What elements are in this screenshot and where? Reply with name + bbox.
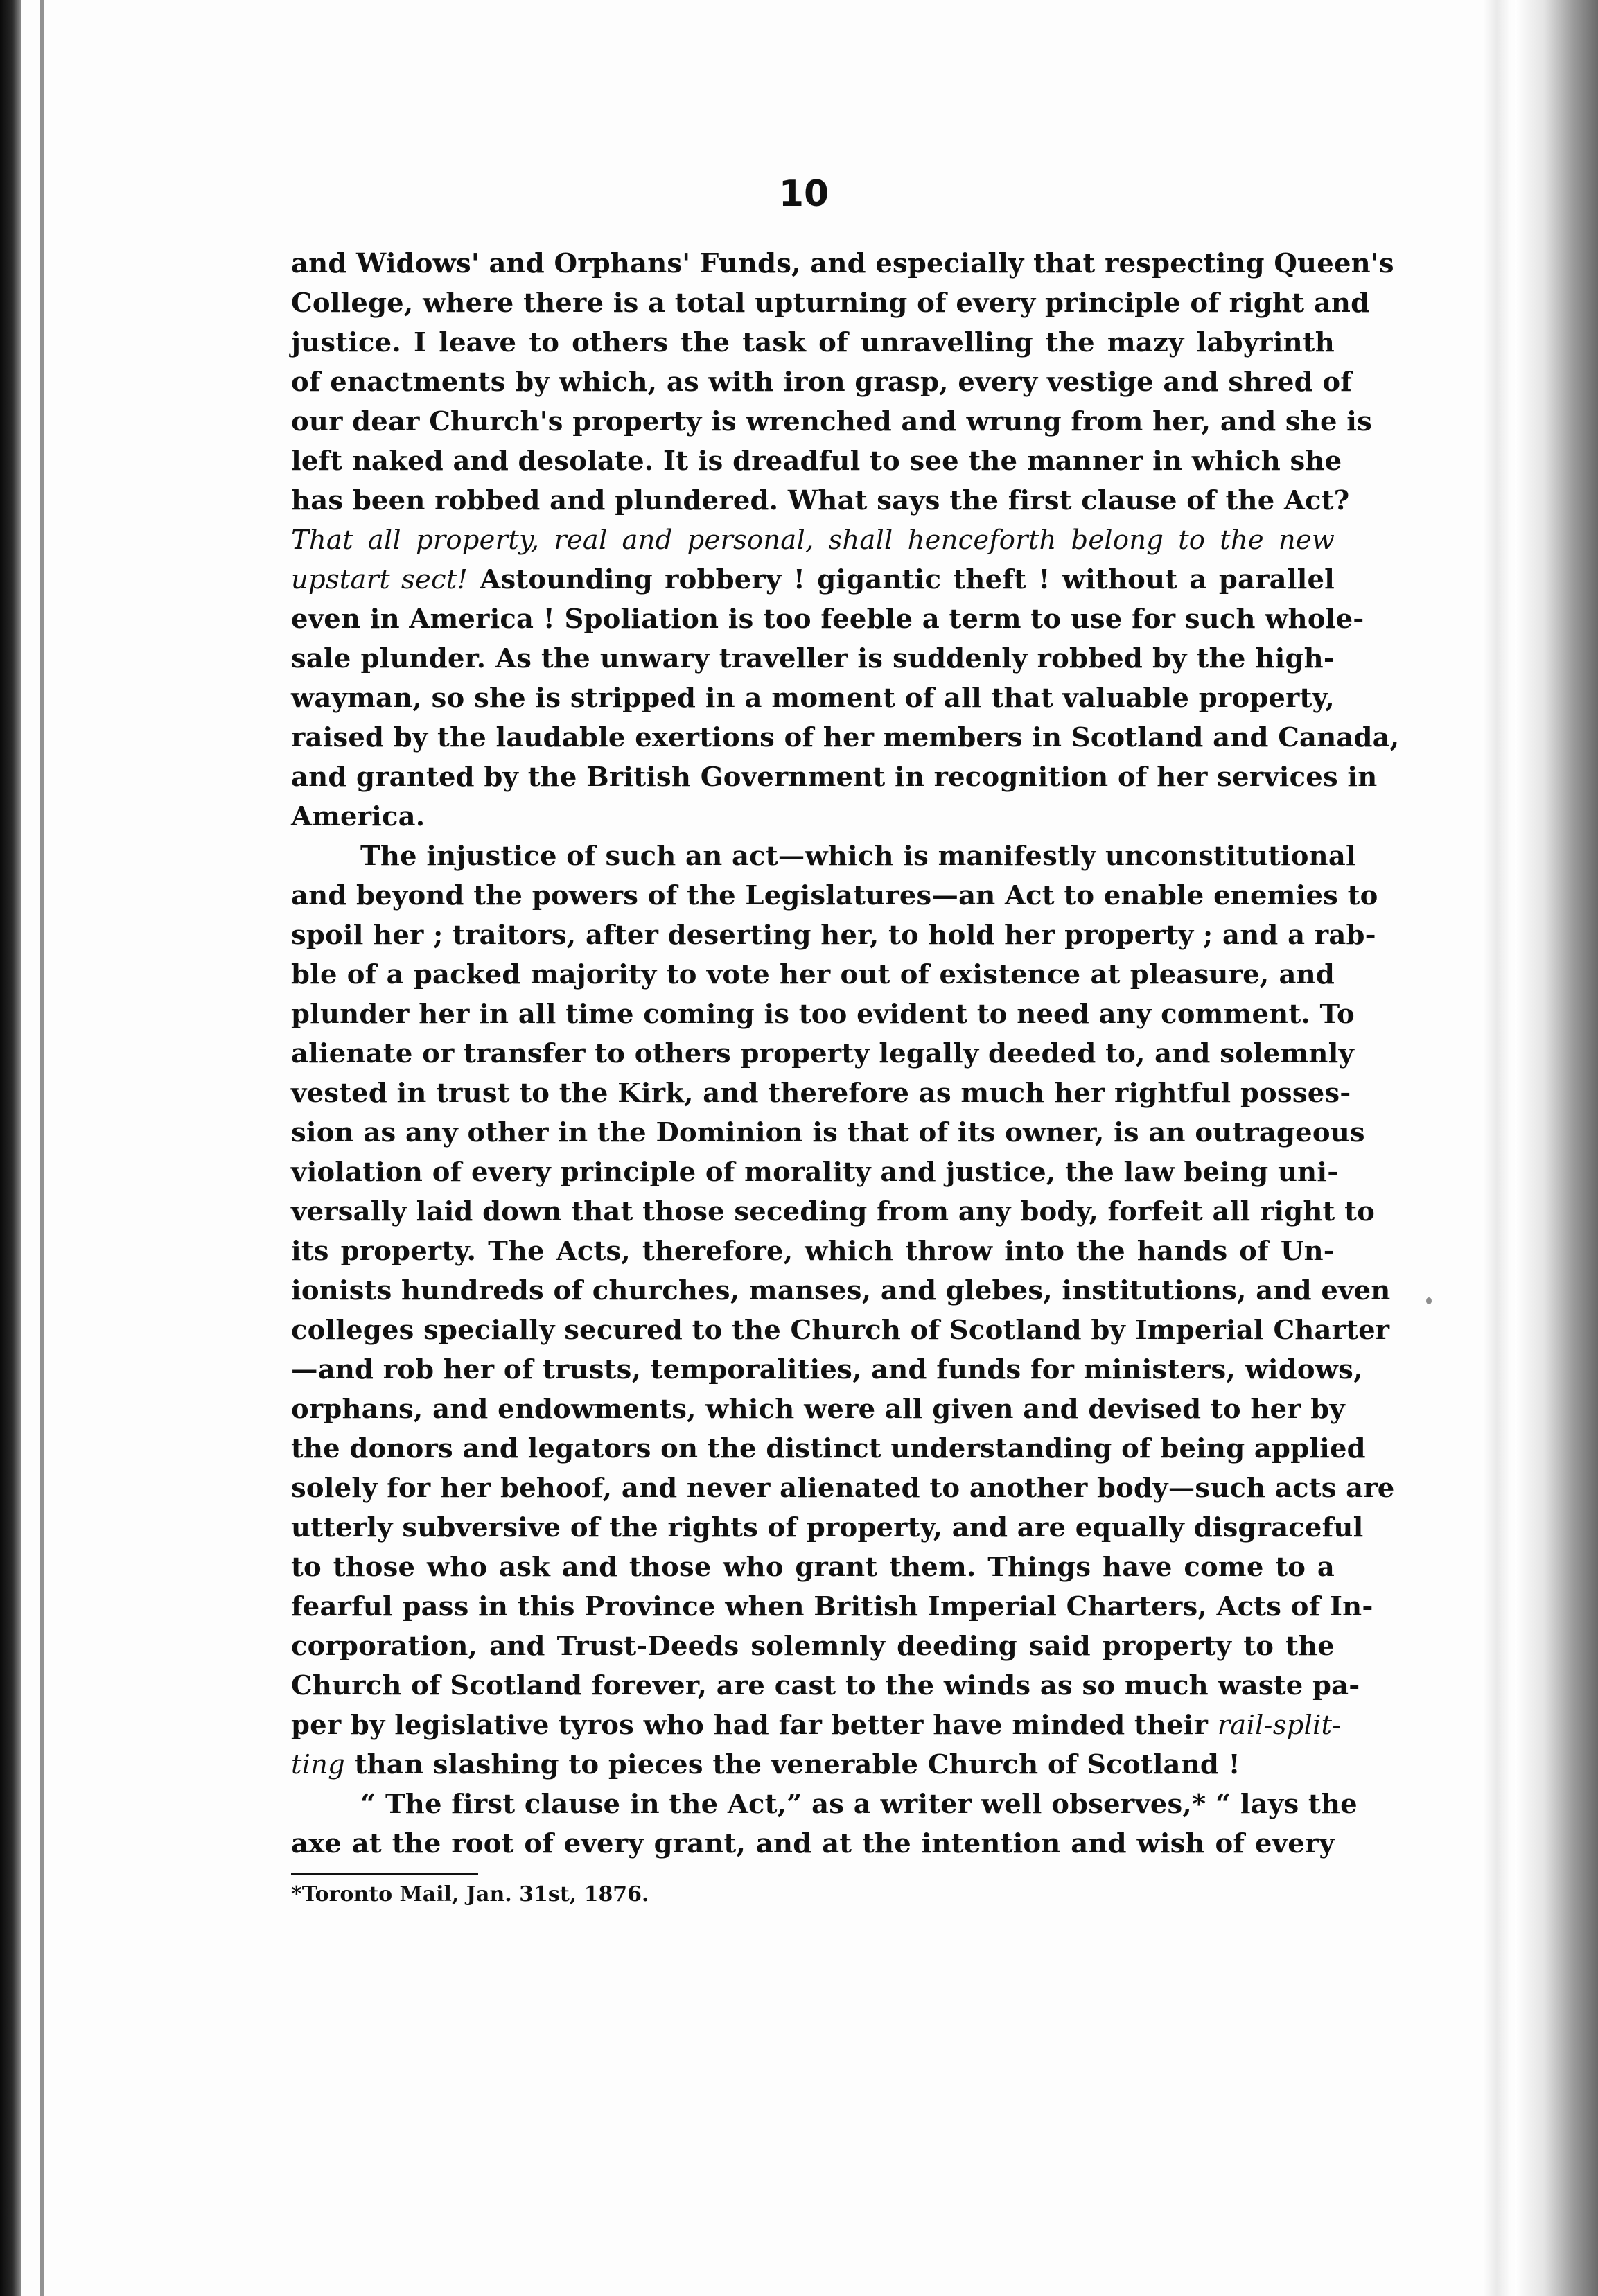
scan-left-border — [0, 0, 21, 2296]
text-line: even in America ! Spoliation is too feeble a term to use for such whole- — [291, 604, 1364, 635]
text-line: and beyond the powers of the Legislatures—an Act to enable enemies to — [291, 880, 1378, 911]
text-line: America. — [291, 801, 425, 832]
text-line: plunder her in all time coming is too evident to need any comment. To — [291, 999, 1355, 1030]
text-line: upstart sect! Astounding robbery ! gigantic theft ! without a parallel — [291, 564, 1335, 595]
text-line: College, where there is a total upturning of every principle of right and — [291, 288, 1370, 319]
text-line: That all property, real and personal, shall henceforth belong to the new — [291, 525, 1335, 556]
body-text — [291, 244, 1400, 1864]
text-line: violation of every principle of morality and justice, the law being uni- — [291, 1157, 1339, 1188]
text-line: its property. The Acts, therefore, which throw into the hands of Un- — [291, 1236, 1335, 1267]
text-line: sale plunder. As the unwary traveller is suddenly robbed by the high- — [291, 643, 1335, 674]
text-line: the donors and legators on the distinct understanding of being applied — [291, 1433, 1366, 1464]
footnote-rule — [291, 1873, 478, 1875]
text-line: solely for her behoof, and never alienated to another body—such acts are — [291, 1473, 1395, 1504]
text-line: utterly subversive of the rights of property, and are equally disgraceful — [291, 1512, 1364, 1543]
text-line: orphans, and endowments, which were all given and devised to her by — [291, 1394, 1345, 1425]
scan-speck — [1426, 1297, 1432, 1304]
text-line: spoil her ; traitors, after deserting her, to hold her property ; and a rab- — [291, 920, 1376, 951]
text-line: sion as any other in the Dominion is that of its owner, is an outrageous — [291, 1117, 1365, 1148]
text-line: corporation, and Trust-Deeds solemnly deeding said property to the — [291, 1631, 1335, 1662]
text-line: axe at the root of every grant, and at the intention and wish of every — [291, 1828, 1335, 1859]
text-line: versally laid down that those seceding from any body, forfeit all right to — [291, 1196, 1376, 1227]
text-line: justice. I leave to others the task of unravelling the mazy labyrinth — [291, 327, 1335, 358]
text-line: wayman, so she is stripped in a moment of all that valuable property, — [291, 683, 1335, 714]
text-line: The injustice of such an act—which is manifestly unconstitutional — [360, 841, 1356, 872]
text-line: left naked and desolate. It is dreadful to see the manner in which she — [291, 446, 1342, 477]
text-line: Church of Scotland forever, are cast to the winds as so much waste pa- — [291, 1670, 1360, 1701]
text-line: “ The first clause in the Act,” as a writer well observes,* “ lays the — [360, 1789, 1358, 1820]
text-line: ionists hundreds of churches, manses, and glebes, institutions, and even — [291, 1275, 1391, 1306]
text-line: has been robbed and plundered. What says the first clause of the Act? — [291, 485, 1350, 516]
text-line: and granted by the British Government in recognition of her services in — [291, 762, 1378, 793]
text-line: per by legislative tyros who had far better have minded their rail-split- — [291, 1710, 1342, 1741]
text-line: ting than slashing to pieces the venerable Church of Scotland ! — [291, 1749, 1240, 1780]
text-line: raised by the laudable exertions of her members in Scotland and Canada, — [291, 722, 1400, 753]
scan-right-gutter — [1483, 0, 1511, 2296]
scan-right-border — [1515, 0, 1598, 2296]
text-line: our dear Church's property is wrenched and wrung from her, and she is — [291, 406, 1372, 437]
text-line: and Widows' and Orphans' Funds, and especially that respecting Queen's — [291, 248, 1394, 279]
text-line: alienate or transfer to others property legally deeded to, and solemnly — [291, 1038, 1355, 1069]
footnote: *Toronto Mail, Jan. 31st, 1876. — [291, 1882, 649, 1907]
text-line: of enactments by which, as with iron grasp, every vestige and shred of — [291, 367, 1353, 398]
text-line: —and rob her of trusts, temporalities, and funds for ministers, widows, — [291, 1354, 1363, 1385]
scan-binding-line — [40, 0, 44, 2296]
text-line: colleges specially secured to the Church of Scotland by Imperial Charter — [291, 1315, 1390, 1346]
text-line: to those who ask and those who grant them. Things have come to a — [291, 1552, 1335, 1583]
text-line: fearful pass in this Province when British Imperial Charters, Acts of In- — [291, 1591, 1373, 1622]
text-line: ble of a packed majority to vote her out of existence at pleasure, and — [291, 959, 1335, 990]
page-number: 10 — [778, 173, 829, 215]
text-line: vested in trust to the Kirk, and therefore as much her rightful posses- — [291, 1078, 1351, 1109]
